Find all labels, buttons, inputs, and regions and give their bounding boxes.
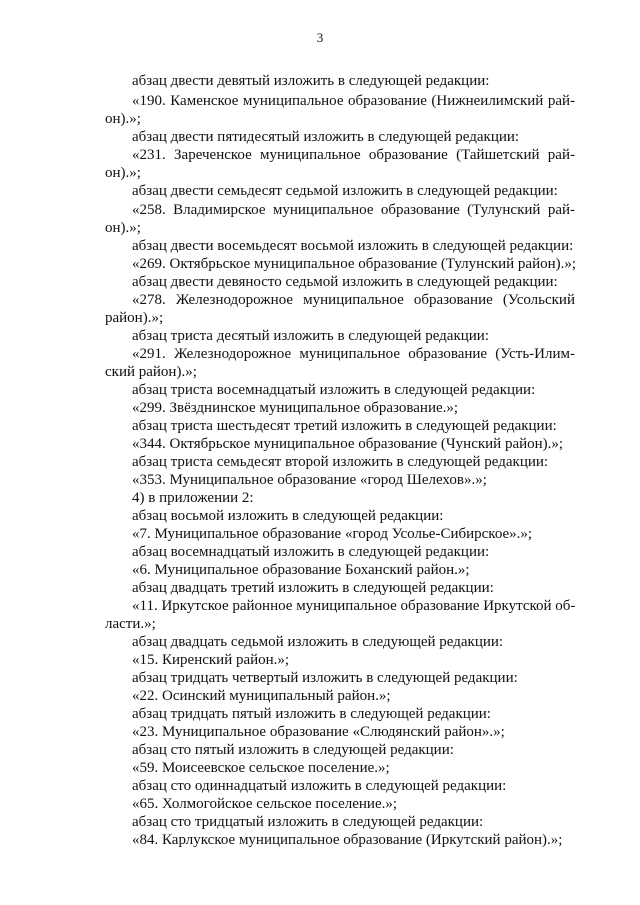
text-line: он).»; bbox=[105, 165, 141, 181]
text-line: «299. Звёзднинское муниципальное образование.»; bbox=[132, 400, 459, 416]
text-line: абзац сто пятый изложить в следующей редакции: bbox=[132, 742, 454, 758]
text-line: абзац восемнадцатый изложить в следующей редакции: bbox=[132, 544, 490, 560]
text-line: «22. Осинский муниципальный район.»; bbox=[132, 688, 391, 704]
text-line: абзац двадцать третий изложить в следующей редакции: bbox=[132, 580, 494, 596]
text-line: ласти.»; bbox=[105, 616, 156, 632]
text-line: «291. Железнодорожное муниципальное образование (Усть-Илим- bbox=[132, 346, 575, 362]
text-line: абзац двадцать седьмой изложить в следующей редакции: bbox=[132, 634, 504, 650]
text-line: абзац триста семьдесят второй изложить в следующей редакции: bbox=[132, 454, 549, 470]
text-line: 4) в приложении 2: bbox=[132, 490, 254, 506]
text-line: «11. Иркутское районное муниципальное образование Иркутской об- bbox=[132, 598, 576, 614]
text-line: «23. Муниципальное образование «Слюдянский район».»; bbox=[132, 724, 505, 740]
text-line: «84. Карлукское муниципальное образование (Иркутский район).»; bbox=[132, 832, 563, 848]
text-line: «15. Киренский район.»; bbox=[132, 652, 290, 668]
text-line: «59. Моисеевское сельское поселение.»; bbox=[132, 760, 390, 776]
text-line: «65. Холмогойское сельское поселение.»; bbox=[132, 796, 398, 812]
text-line: «190. Каменское муниципальное образование (Нижнеилимский рай- bbox=[132, 93, 575, 109]
text-line: он).»; bbox=[105, 111, 141, 127]
text-line: абзац триста восемнадцатый изложить в следующей редакции: bbox=[132, 382, 536, 398]
text-line: абзац сто одиннадцатый изложить в следующей редакции: bbox=[132, 778, 507, 794]
text-line: абзац сто тридцатый изложить в следующей редакции: bbox=[132, 814, 484, 830]
text-line: он).»; bbox=[105, 220, 141, 236]
text-line: абзац двести девятый изложить в следующей редакции: bbox=[132, 73, 490, 89]
text-line: «258. Владимирское муниципальное образование (Тулунский рай- bbox=[132, 202, 575, 218]
text-line: «344. Октябрьское муниципальное образование (Чунский район).»; bbox=[132, 436, 564, 452]
text-line: «231. Зареченское муниципальное образование (Тайшетский рай- bbox=[132, 147, 575, 163]
text-line: «278. Железнодорожное муниципальное образование (Усольский bbox=[132, 292, 575, 308]
text-line: ский район).»; bbox=[105, 364, 197, 380]
text-line: абзац восьмой изложить в следующей редакции: bbox=[132, 508, 444, 524]
text-line: абзац двести пятидесятый изложить в следующей редакции: bbox=[132, 129, 520, 145]
text-line: «7. Муниципальное образование «город Усолье-Сибирское».»; bbox=[132, 526, 533, 542]
text-line: абзац триста шестьдесят третий изложить в следующей редакции: bbox=[132, 418, 557, 434]
text-line: абзац двести девяносто седьмой изложить в следующей редакции: bbox=[132, 274, 558, 290]
page-number: 3 bbox=[316, 30, 324, 45]
text-line: «6. Муниципальное образование Боханский район.»; bbox=[132, 562, 470, 578]
text-line: абзац тридцать четвертый изложить в следующей редакции: bbox=[132, 670, 518, 686]
text-line: абзац двести семьдесят седьмой изложить в следующей редакции: bbox=[132, 183, 558, 199]
text-line: район).»; bbox=[105, 310, 164, 326]
text-line: абзац триста десятый изложить в следующей редакции: bbox=[132, 328, 489, 344]
text-line: «353. Муниципальное образование «город Шелехов».»; bbox=[132, 472, 487, 488]
text-line: абзац тридцать пятый изложить в следующей редакции: bbox=[132, 706, 491, 722]
text-line: абзац двести восемьдесят восьмой изложить в следующей редакции: bbox=[132, 238, 574, 254]
text-line: «269. Октябрьское муниципальное образование (Тулунский район).»; bbox=[132, 256, 577, 272]
